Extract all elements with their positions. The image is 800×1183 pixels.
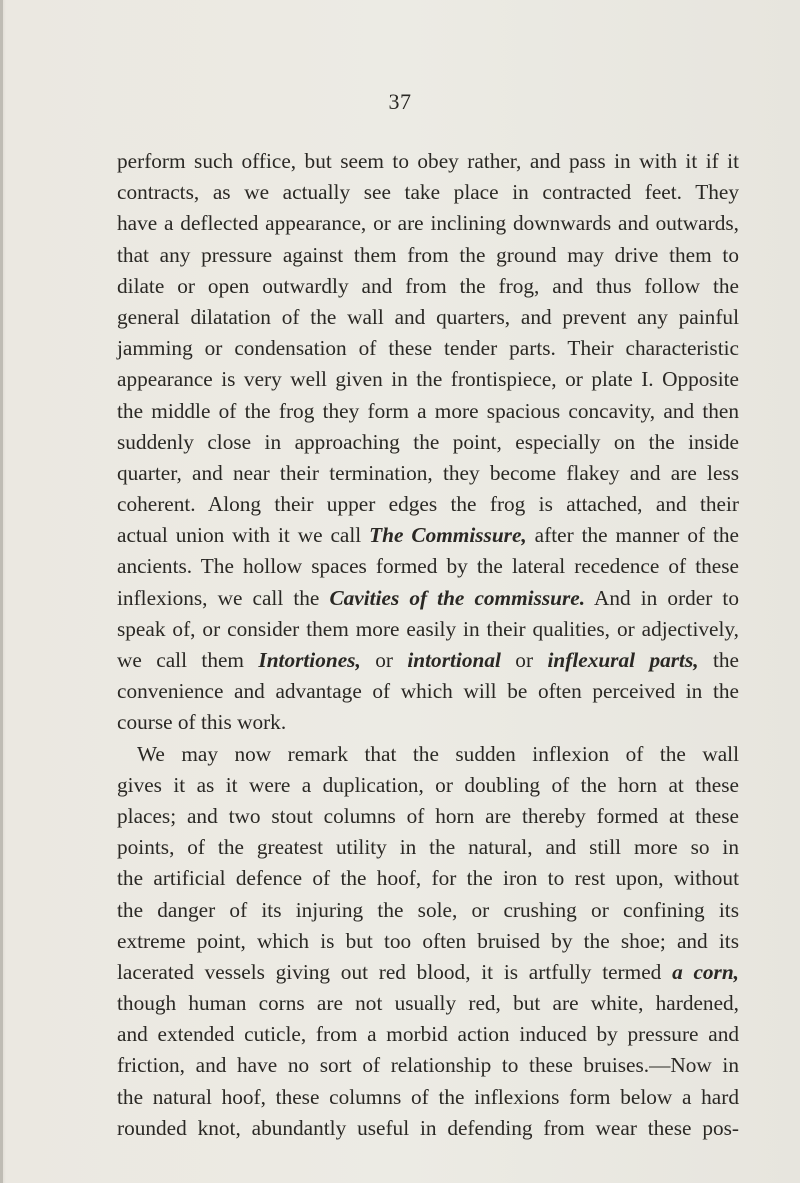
text-line: ancients. The hollow spaces formed by the lateral recedence of these — [117, 554, 739, 579]
text-line: quarter, and near their termination, they become flakey and are less — [117, 460, 739, 485]
text-line: jamming or condensation of these tender parts. Their characteristic — [117, 336, 739, 361]
text-line: lacerated vessels giving out red blood, it is artfully termed a corn, — [117, 959, 740, 984]
text-line: inflexions, we call the Cavities of the commissure. And in order to — [117, 585, 740, 610]
text-line: course of this work. — [117, 710, 287, 735]
text-line: perform such office, but seem to obey rather, and pass in with it if it — [117, 149, 739, 173]
body-text — [117, 146, 739, 1144]
text-line: that any pressure against them from the ground may drive them to — [117, 242, 739, 267]
text-line: suddenly close in approaching the point, especially on the inside — [117, 429, 739, 454]
text-line: the artificial defence of the hoof, for the iron to rest upon, without — [117, 866, 739, 891]
text-line: coherent. Along their upper edges the frog is attached, and their — [117, 492, 739, 517]
italic-term: Cavities of the commissure. — [329, 585, 586, 610]
italic-term: inflexural parts, — [547, 648, 699, 672]
page-left-edge — [0, 0, 3, 1183]
text-line: appearance is very well given in the frontispiece, or plate I. Opposite — [117, 367, 739, 392]
text-line: convenience and advantage of which will be often perceived in the — [117, 679, 739, 704]
italic-term: a corn, — [672, 959, 740, 984]
text-line: have a deflected appearance, or are inclining downwards and outwards, — [117, 211, 739, 236]
text-line: We may now remark that the sudden inflexion of the wall — [137, 741, 739, 766]
text-line: speak of, or consider them more easily in their qualities, or adjectively, — [117, 616, 739, 641]
text-line: the danger of its injuring the sole, or crushing or confining its — [117, 897, 739, 922]
page-number: 37 — [388, 89, 412, 114]
text-line: actual union with it we call The Commissure, after the manner of the — [117, 523, 739, 548]
text-line: extreme point, which is but too often bruised by the shoe; and its — [117, 928, 739, 953]
text-line: places; and two stout columns of horn are thereby formed at these — [117, 803, 739, 828]
text-line: though human corns are not usually red, but are white, hardened, — [117, 991, 739, 1016]
text-line: dilate or open outwardly and from the frog, and thus follow the — [117, 273, 739, 298]
italic-term: intortional — [407, 648, 501, 672]
text-line: contracts, as we actually see take place in contracted feet. They — [117, 180, 739, 205]
text-line: the middle of the frog they form a more spacious concavity, and then — [117, 398, 739, 423]
text-line: general dilatation of the wall and quarters, and prevent any painful — [117, 304, 739, 329]
italic-term: Intortiones, — [258, 648, 361, 672]
italic-term: The Commissure, — [369, 523, 527, 548]
text-line: we call them Intortiones, or intortional or inflexural parts, the — [117, 648, 740, 672]
text-line: the natural hoof, these columns of the inflexions form below a hard — [117, 1084, 739, 1109]
text-line: gives it as it were a duplication, or doubling of the horn at these — [117, 772, 739, 797]
text-line: friction, and have no sort of relationship to these bruises.—Now in — [117, 1053, 739, 1078]
text-line: and extended cuticle, from a morbid action induced by pressure and — [117, 1022, 739, 1047]
text-line: rounded knot, abundantly useful in defending from wear these pos- — [117, 1115, 739, 1140]
text-line: points, of the greatest utility in the natural, and still more so in — [117, 835, 739, 860]
